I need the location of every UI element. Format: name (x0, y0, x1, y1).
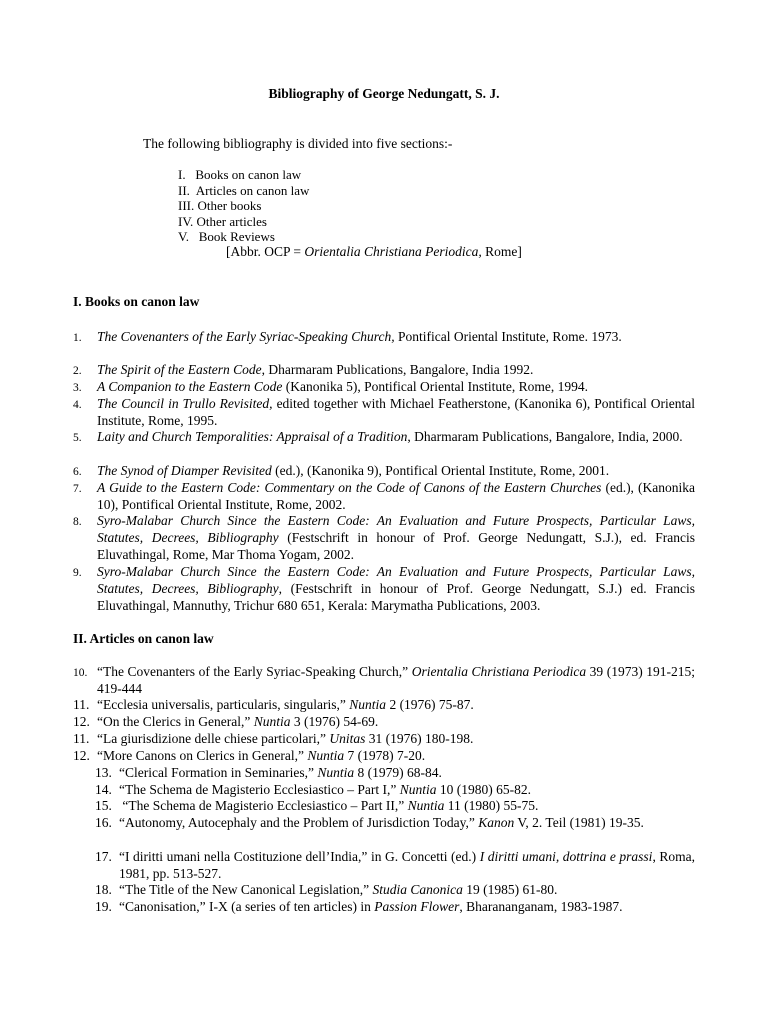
entry-italic: Nuntia (399, 782, 437, 797)
heading-articles: II. Articles on canon law (73, 631, 214, 646)
entry-italic: The Synod of Diamper Revisited (97, 463, 272, 478)
article-entry (73, 748, 695, 765)
entry-pre: “On the Clerics in General,” (97, 714, 254, 729)
entry-number: 3. (73, 382, 82, 394)
book-entry (73, 362, 695, 379)
entry-italic: Passion Flower (374, 899, 460, 914)
article-entry (95, 899, 695, 916)
book-entry (73, 329, 695, 346)
article-entry (73, 664, 695, 698)
entry-italic: Kanon (478, 815, 515, 830)
entry-pre: “Autonomy, Autocephaly and the Problem of Jurisdiction Today,” (119, 815, 479, 830)
article-entry (95, 798, 695, 815)
entry-number: 4. (73, 399, 82, 411)
entry-text: V, 2. Teil (1981) 19-35. (514, 815, 644, 830)
entry-text: 7 (1978) 7-20. (344, 748, 426, 763)
document-title: Bibliography of George Nedungatt, S. J. (268, 86, 500, 101)
book-entry (73, 396, 695, 430)
entry-text: (ed.), (Kanonika 10), Pontifical Oriental Institute, Rome, 2002. (97, 480, 695, 512)
entry-pre: “The Covenanters of the Early Syriac-Speaking Church,” (97, 664, 412, 679)
entry-italic: Syro-Malabar Church Since the Eastern Code: An Evaluation and Future Prospects, Particular Laws, Statutes, Decrees, Bibliography (97, 513, 695, 545)
entry-number: 11. (73, 731, 90, 746)
book-entry (73, 379, 695, 396)
book-entry (73, 564, 695, 614)
book-entry (73, 513, 695, 563)
entry-italic: Nuntia (253, 714, 291, 729)
entry-text: (Festschrift in honour of Prof. George Nedungatt, S.J.), ed. Francis Eluvathingal, Rome, Mar Thoma Yogam, 2002. (97, 529, 695, 562)
entry-pre: “The Schema de Magisterio Ecclesiastico – Part I,” (119, 782, 400, 797)
entry-italic: Syro-Malabar Church Since the Eastern Code: An Evaluation and Future Prospects, Particular Laws, Statutes, Decrees, Bibliography (97, 564, 695, 596)
entry-text: , Bharananganam, 1983-1987. (459, 899, 623, 914)
entry-number: 12. (73, 714, 90, 729)
entry-italic: Laity and Church Temporalities: Appraisal of a Tradition (97, 429, 408, 444)
book-entry (73, 463, 695, 480)
intro-text: The following bibliography is divided into five sections:- (143, 136, 453, 151)
entry-number: 8. (73, 516, 82, 528)
entry-text: 31 (1976) 180-198. (365, 731, 474, 746)
entry-text: , Dharmaram Publications, Bangalore, India 1992. (261, 362, 534, 377)
heading-books: I. Books on canon law (73, 294, 200, 309)
entry-number: 6. (73, 466, 82, 478)
entry-text: 8 (1979) 68-84. (354, 765, 442, 780)
book-entry (73, 480, 695, 514)
entry-number: 17. (95, 849, 112, 864)
article-entry (73, 731, 695, 748)
entry-italic: Nuntia (307, 748, 345, 763)
article-entry (73, 714, 695, 731)
article-entry (95, 815, 695, 832)
entry-number: 13. (95, 765, 112, 780)
entry-pre: “The Title of the New Canonical Legislation,” (119, 882, 373, 897)
entry-number: 11. (73, 697, 90, 712)
article-entry (95, 765, 695, 782)
entry-text: 11 (1980) 55-75. (444, 798, 539, 813)
entry-pre: “Clerical Formation in Seminaries,” (119, 765, 318, 780)
book-entry (73, 429, 695, 446)
entry-text: 10 (1980) 65-82. (436, 782, 532, 797)
entry-italic: The Council in Trullo Revisited, (97, 396, 273, 411)
abbr-prefix: [Abbr. OCP = (226, 244, 305, 259)
entry-text: edited together with Michael Featherstone, (Kanonika 6), Pontifical Oriental Institute, Rome, 1995. (97, 396, 695, 428)
article-entry (95, 782, 695, 799)
entry-text: 3 (1976) 54-69. (290, 714, 379, 729)
entry-text: , Dharmaram Publications, Bangalore, India, 2000. (407, 429, 683, 444)
entry-number: 5. (73, 432, 82, 444)
entry-number: 9. (73, 567, 82, 579)
entry-number: 1. (73, 332, 82, 344)
abbr-italic: Orientalia Christiana Periodica, (304, 244, 482, 259)
entry-italic: I diritti umani, dottrina e prassi (479, 849, 653, 864)
entry-italic: Nuntia (317, 765, 355, 780)
abbreviation-note (226, 244, 522, 260)
entry-pre: “Ecclesia universalis, particularis, singularis,” (97, 697, 350, 712)
entry-italic: Nuntia (349, 697, 387, 712)
entry-text: , Roma, 1981, pp. 513-527. (119, 849, 696, 881)
section-item: II. Articles on canon law (178, 182, 310, 198)
entry-italic: Orientalia Christiana Periodica (411, 664, 587, 679)
entry-pre: “La giurisdizione delle chiese particolari,” (97, 731, 330, 746)
abbr-suffix: Rome] (481, 244, 522, 259)
section-item: IV. Other articles (178, 213, 267, 229)
section-item: V. Book Reviews (178, 229, 275, 245)
article-entry (73, 697, 695, 714)
article-entry (95, 882, 695, 899)
entry-number: 7. (73, 483, 82, 495)
entry-number: 10. (73, 667, 88, 679)
entry-number: 14. (95, 782, 112, 797)
section-item: III. Other books (178, 198, 262, 214)
entry-italic: Nuntia (407, 798, 445, 813)
entry-number: 19. (95, 899, 112, 914)
entry-text: (ed.), (Kanonika 9), Pontifical Oriental Institute, Rome, 2001. (271, 463, 610, 478)
entry-italic: A Companion to the Eastern Code (97, 379, 283, 394)
entry-italic: Studia Canonica (372, 882, 463, 897)
entry-text: , (Festschrift in honour of Prof. George Nedungatt, S.J.) ed. Francis Eluvathingal, Mannuthy, Trichur 680 651, Kerala: Marymatha Publications, 2003. (97, 580, 695, 613)
entry-pre: “More Canons on Clerics in General,” (97, 748, 308, 763)
entry-pre: “I diritti umani nella Costituzione dell’India,” in G. Concetti (ed.) (119, 849, 480, 864)
entry-number: 15. (95, 798, 112, 813)
entry-italic: Unitas (329, 731, 366, 746)
entry-italic: A Guide to the Eastern Code: Commentary on the Code of Canons of the Eastern Churches (97, 480, 602, 495)
entry-number: 12. (73, 748, 90, 763)
entry-number: 2. (73, 365, 82, 377)
entry-number: 18. (95, 882, 112, 897)
entry-pre: “The Schema de Magisterio Ecclesiastico – Part II,” (119, 798, 408, 813)
entry-text: 39 (1973) 191-215; 419-444 (97, 664, 695, 696)
entry-text: 19 (1985) 61-80. (462, 882, 558, 897)
entry-text: (Kanonika 5), Pontifical Oriental Institute, Rome, 1994. (282, 379, 588, 394)
section-list (178, 167, 309, 245)
article-entry (95, 849, 696, 883)
entry-pre: “Canonisation,” I-X (a series of ten articles) in (119, 899, 375, 914)
section-item: I. Books on canon law (178, 167, 302, 182)
entry-italic: The Covenanters of the Early Syriac-Speaking Church, (97, 329, 395, 344)
entry-text: Pontifical Oriental Institute, Rome. 1973. (394, 329, 622, 344)
entry-text: 2 (1976) 75-87. (386, 697, 474, 712)
entry-italic: The Spirit of the Eastern Code (97, 362, 262, 377)
entry-number: 16. (95, 815, 112, 830)
